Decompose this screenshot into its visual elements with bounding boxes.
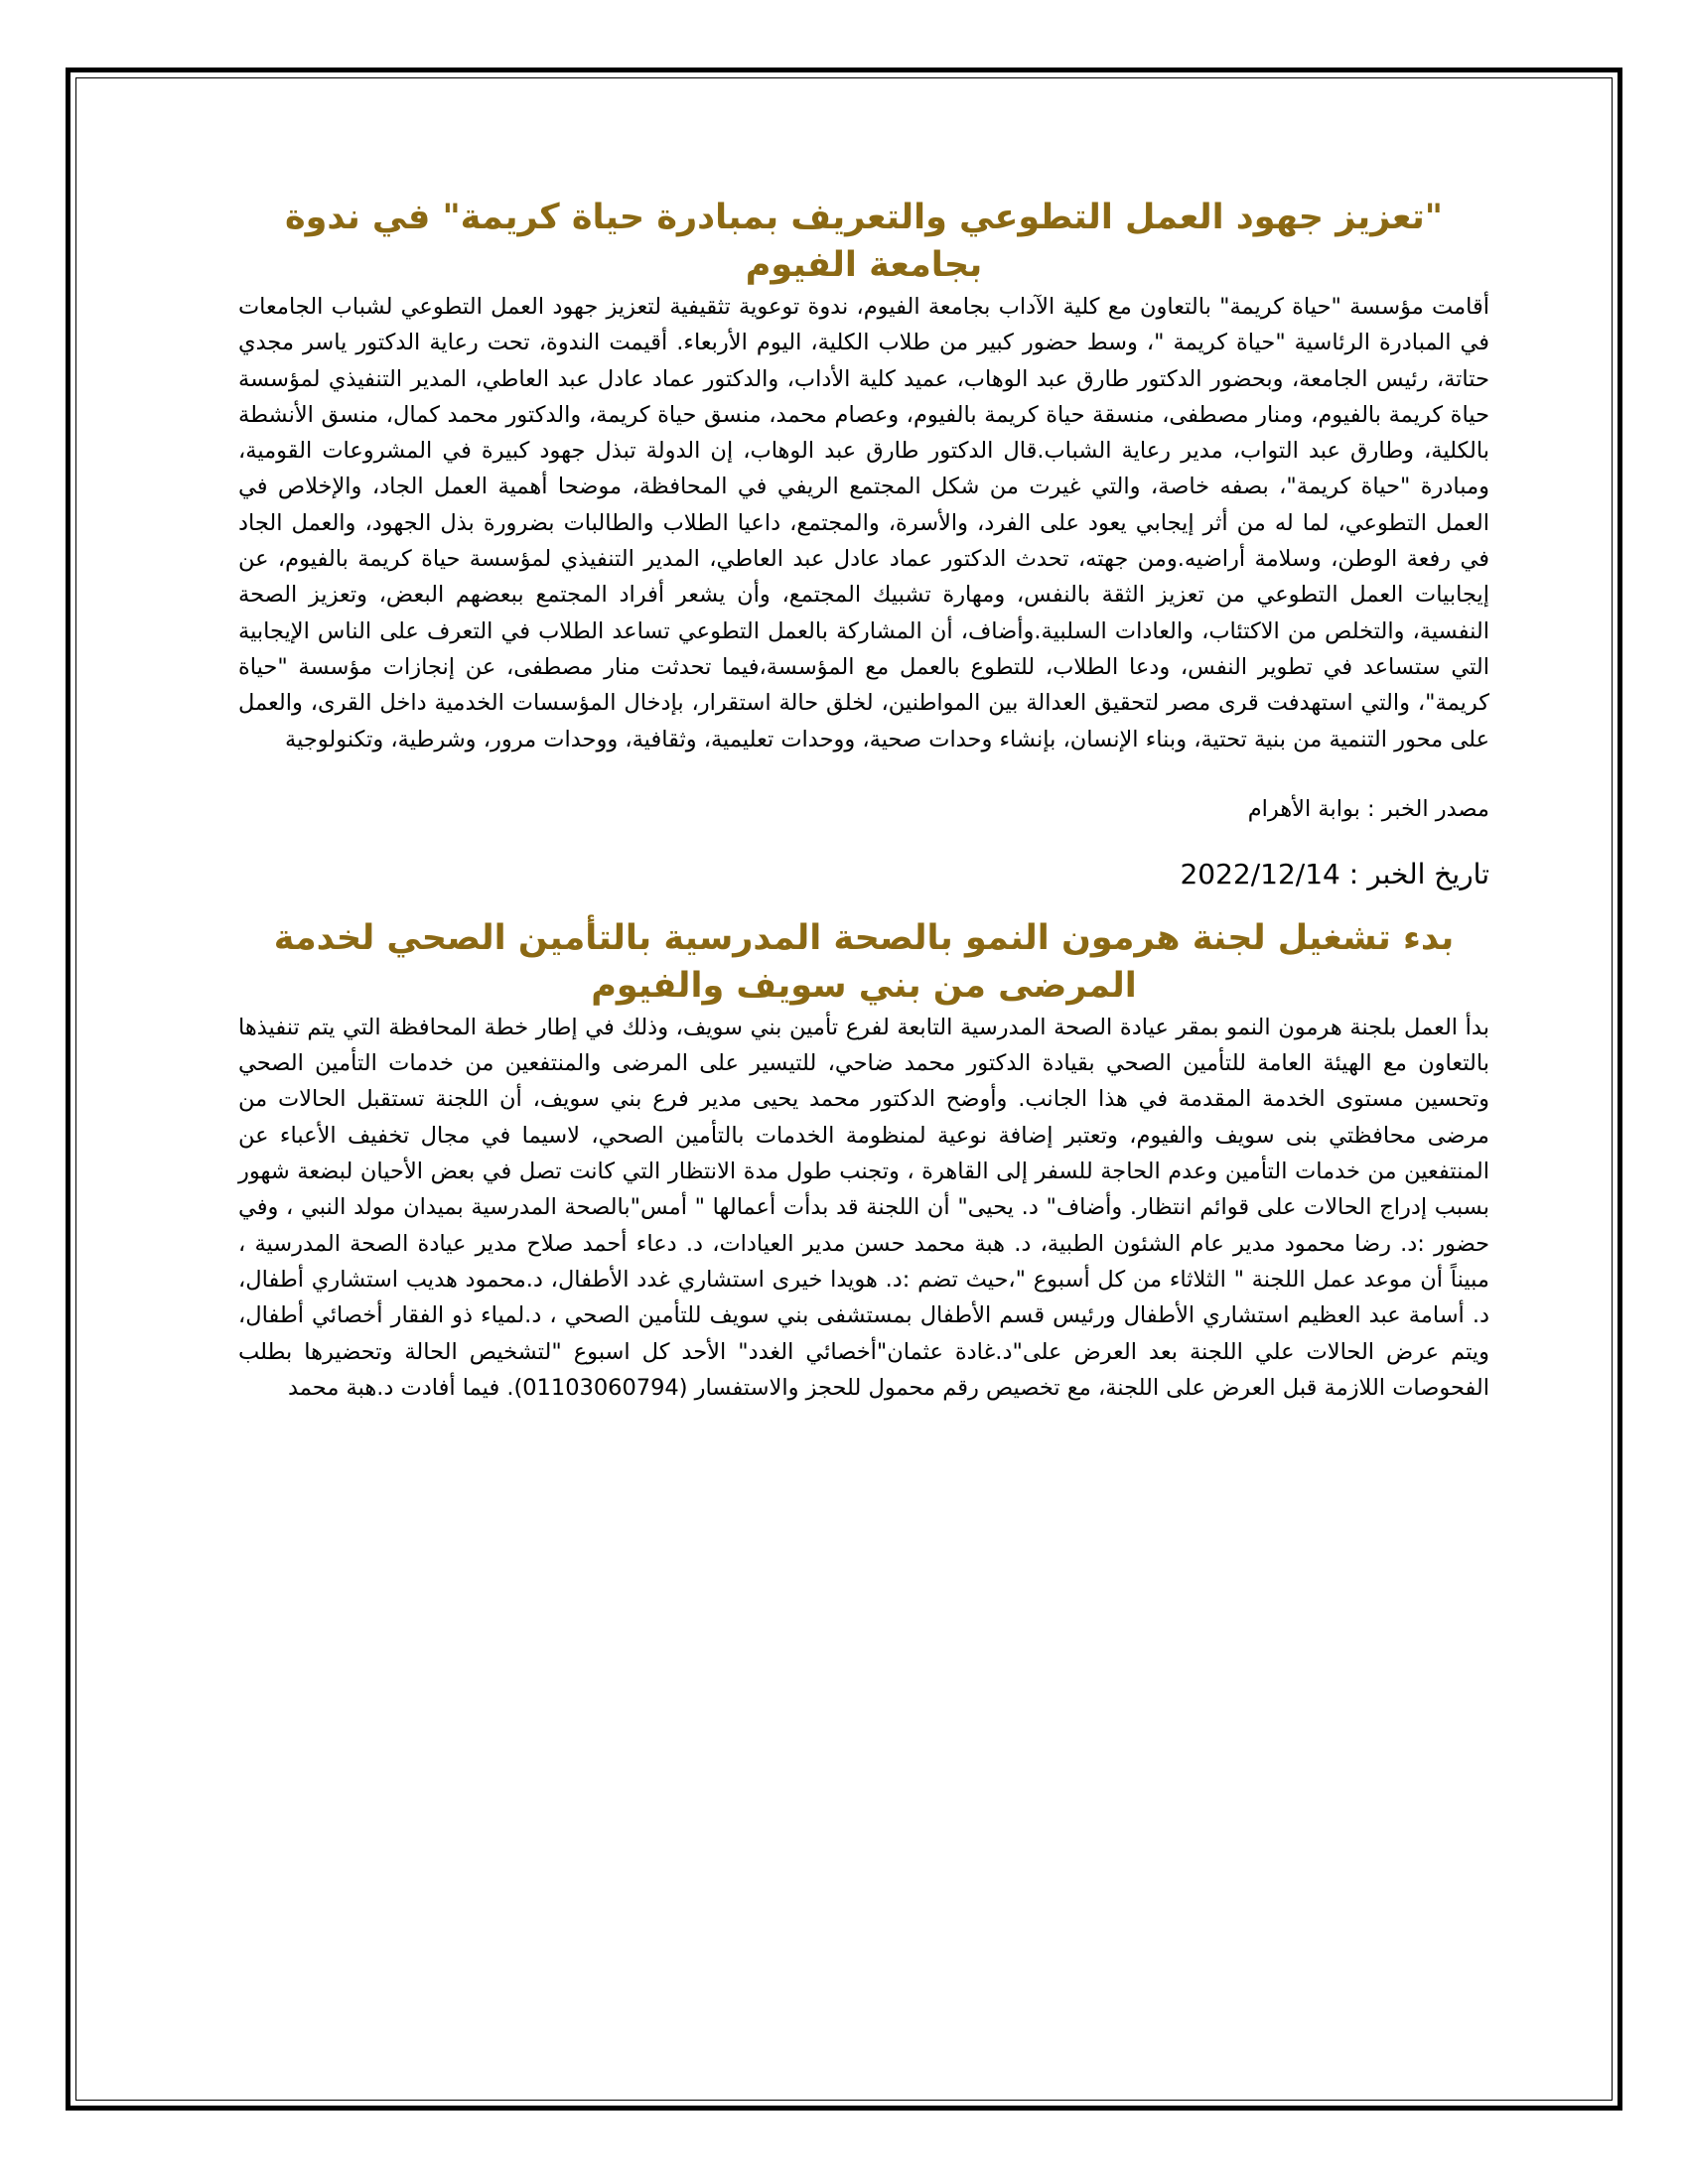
article-1-title: "تعزيز جهود العمل التطوعي والتعريف بمبادرة حياة كريمة" في ندوة بجامعة الفيوم: [284, 198, 1444, 285]
article-2-body: بدأ العمل بلجنة هرمون النمو بمقر عيادة الصحة المدرسية التابعة لفرع تأمين بني سويف، وذلك في إطار خطة المحافظة التي يتم تنفيذها بالتعاون مع الهيئة العامة للتأمين الصحي بقيادة الدكتور محمد ضاحي، للتيسير على المرضى والمنتفعين من خدمات التأمين الصحي وتحسين مستوى الخدمة المقدمة في هذا الجانب. وأوضح الدكتور محمد يحيى مدير فرع بني سويف، أن اللجنة تستقبل الحالات من مرضى محافظتي بنى سويف والفيوم، وتعتبر إضافة نوعية لمنظومة الخدمات بالتأمين الصحي، لاسيما في مجال تخفيف الأعباء عن المنتفعين من خدمات التأمين وعدم الحاجة للسفر إلى القاهرة ، وتجنب طول مدة الانتظار التي كانت تصل في بعض الأحيان لبضعة شهور بسبب إدراج الحالات على قوائم انتظار. وأضاف" د. يحيى" أن اللجنة قد بدأت أعمالها " أمس"بالصحة المدرسية بميدان مولد النبي ، وفي حضور :د. رضا محمود مدير عام الشئون الطبية، د. هبة محمد حسن مدير العيادات، د. دعاء أحمد صلاح مدير عيادة الصحة المدرسية ، مبيناً أن موعد عمل اللجنة " الثلاثاء من كل أسبوع "،حيث تضم :د. هويدا خيرى استشاري غدد الأطفال، د.محمود هديب استشاري أطفال، د. أسامة عبد العظيم استشاري الأطفال ورئيس قسم الأطفال بمستشفى بني سويف للتأمين الصحي ، د.لمياء ذو الفقار أخصائي أطفال، ويتم عرض الحالات علي اللجنة بعد العرض على"د.غادة عثمان"أخصائي الغدد" الأحد كل اسبوع "لتشخيص الحالة وتحضيرها بطلب الفحوصات اللازمة قبل العرض على اللجنة، مع تخصيص رقم محمول للحجز والاستفسار (01103060794). فيما أفادت د.هبة محمد: [238, 1014, 1489, 1401]
article-1-date: تاريخ الخبر : 2022/12/14: [1180, 857, 1489, 890]
article-1-source: مصدر الخبر : بوابة الأهرام: [1247, 795, 1489, 822]
article-1-body: أقامت مؤسسة "حياة كريمة" بالتعاون مع كلية الآداب بجامعة الفيوم، ندوة توعوية تثقيفية لتعزيز جهود العمل التطوعي لشباب الجامعات في المبادرة الرئاسية "حياة كريمة "، وسط حضور كبير من طلاب الكلية، اليوم الأربعاء. أقيمت الندوة، تحت رعاية الدكتور ياسر مجدي حتاتة، رئيس الجامعة، وبحضور الدكتور طارق عبد الوهاب، عميد كلية الأداب، والدكتور عماد عادل عبد العاطي، المدير التنفيذي لمؤسسة حياة كريمة بالفيوم، ومنار مصطفى، منسقة حياة كريمة بالفيوم، وعصام محمد، منسق حياة كريمة، والدكتور محمد كمال، منسق الأنشطة بالكلية، وطارق عبد التواب، مدير رعاية الشباب.قال الدكتور طارق عبد الوهاب، إن الدولة تبذل جهود كبيرة في المشروعات القومية، ومبادرة "حياة كريمة"، بصفه خاصة، والتي غيرت من شكل المجتمع الريفي في المحافظة، موضحا أهمية العمل الجاد، والإخلاص في العمل التطوعي، لما له من أثر إيجابي يعود على الفرد، والأسرة، والمجتمع، داعيا الطلاب والطالبات بضرورة بذل الجهود، والعمل الجاد في رفعة الوطن، وسلامة أراضيه.ومن جهته، تحدث الدكتور عماد عادل عبد العاطي، المدير التنفيذي لمؤسسة حياة كريمة بالفيوم، عن إيجابيات العمل التطوعي من تعزيز الثقة بالنفس، ومهارة تشبيك المجتمع، وأن يشعر أفراد المجتمع ببعضهم البعض، وتعزيز الصحة النفسية، والتخلص من الاكتئاب، والعادات السلبية.وأضاف، أن المشاركة بالعمل التطوعي تساعد الطلاب في التعرف على الناس الإيجابية التي ستساعد في تطوير النفس، ودعا الطلاب، للتطوع بالعمل مع المؤسسة،فيما تحدثت منار مصطفى، عن إنجازات مؤسسة "حياة كريمة"، والتي استهدفت قرى مصر لتحقيق العدالة بين المواطنين، لخلق حالة استقرار، بإدخال المؤسسات الخدمية داخل القرى، والعمل على محور التنمية من بنية تحتية، وبناء الإنسان، بإنشاء وحدات صحية، ووحدات تعليمية، وثقافية، ووحدات مرور، وشرطية، وتكنولوجية: [238, 294, 1489, 752]
article-2-title: بدء تشغيل لجنة هرمون النمو بالصحة المدرسية بالتأمين الصحي لخدمة المرضى من بني سويف والفيوم: [273, 917, 1455, 1006]
document-content: [238, 194, 1489, 1406]
